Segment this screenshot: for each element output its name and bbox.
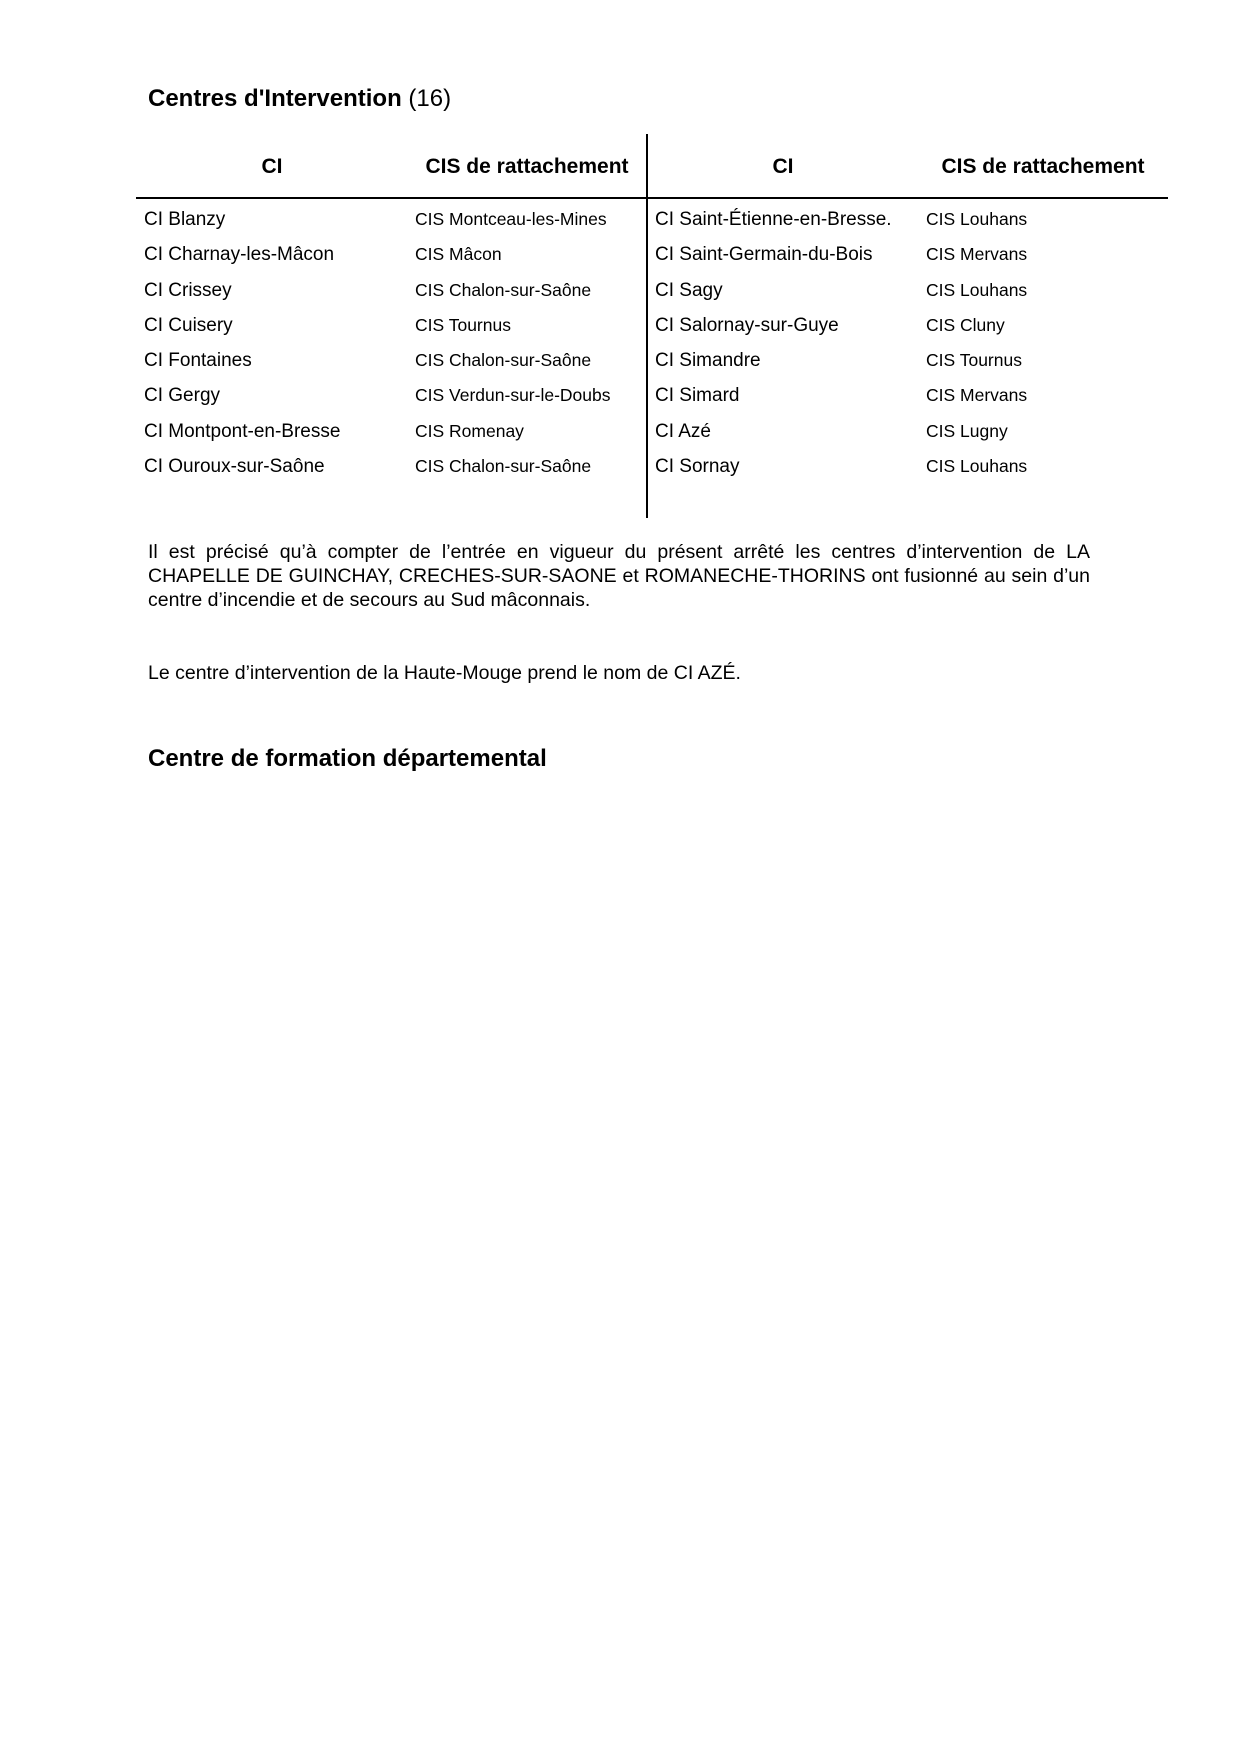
left-ci-cell: CI Charnay-les-Mâcon bbox=[144, 244, 335, 266]
right-ci-cell: CI Saint-Germain-du-Bois bbox=[655, 244, 873, 266]
right-ci-column bbox=[655, 202, 892, 484]
right-ci-cell: CI Sornay bbox=[655, 456, 740, 478]
table-center-divider bbox=[646, 134, 648, 518]
right-ci-cell: CI Salornay-sur-Guye bbox=[655, 314, 839, 336]
left-ci-cell: CI Fontaines bbox=[144, 350, 252, 372]
left-cis-cell: CIS Verdun-sur-le-Doubs bbox=[415, 385, 611, 406]
header-cis-right: CIS de rattachement bbox=[941, 155, 1145, 178]
right-cis-column bbox=[926, 202, 1027, 484]
left-cis-cell: CIS Chalon-sur-Saône bbox=[415, 279, 592, 300]
right-ci-cell: CI Saint-Étienne-en-Bresse. bbox=[655, 209, 892, 230]
left-cis-cell: CIS Chalon-sur-Saône bbox=[415, 456, 592, 477]
right-ci-cell: CI Azé bbox=[655, 420, 711, 442]
right-ci-cell: CI Sagy bbox=[655, 279, 723, 301]
centres-intervention-table bbox=[136, 134, 1168, 518]
left-cis-cell: CIS Montceau-les-Mines bbox=[415, 209, 607, 229]
fusion-paragraph: Il est précisé qu’à compter de l’entrée en vigueur du présent arrêté les centres d’intervention de LA CHAPELLE DE GUINCHAY, CRECHES-SUR-SAONE et ROMANECHE-THORINS ont fusionné au sein d’un centre d’incendie et de secours au Sud mâconnais. bbox=[148, 541, 1090, 611]
left-ci-cell: CI Blanzy bbox=[144, 209, 226, 230]
right-cis-cell: CIS Louhans bbox=[926, 209, 1028, 229]
section-title-text: Centres d'Intervention bbox=[148, 85, 402, 112]
right-cis-cell: CIS Louhans bbox=[926, 456, 1028, 477]
section-title-centre-formation: Centre de formation départemental bbox=[148, 745, 547, 772]
table-header-rule-right bbox=[648, 197, 1168, 199]
left-ci-cell: CI Ouroux-sur-Saône bbox=[144, 456, 325, 478]
header-ci-left: CI bbox=[261, 155, 283, 178]
section-title-count: (16) bbox=[408, 85, 452, 112]
right-cis-cell: CIS Cluny bbox=[926, 314, 1005, 335]
aze-paragraph: Le centre d’intervention de la Haute-Mouge prend le nom de CI AZÉ. bbox=[148, 662, 741, 684]
right-cis-cell: CIS Mervans bbox=[926, 385, 1028, 406]
left-ci-cell: CI Crissey bbox=[144, 279, 232, 301]
table-header-rule-left bbox=[136, 197, 646, 199]
section-title-centres-intervention bbox=[148, 84, 451, 114]
header-cis-left: CIS de rattachement bbox=[425, 155, 629, 178]
right-cis-cell: CIS Lugny bbox=[926, 420, 1008, 441]
header-ci-right: CI bbox=[772, 155, 794, 178]
left-ci-cell: CI Gergy bbox=[144, 385, 221, 407]
left-cis-cell: CIS Mâcon bbox=[415, 244, 502, 265]
left-cis-column bbox=[415, 202, 611, 484]
right-cis-cell: CIS Tournus bbox=[926, 350, 1022, 371]
right-cis-cell: CIS Mervans bbox=[926, 244, 1028, 265]
right-cis-cell: CIS Louhans bbox=[926, 279, 1028, 300]
right-ci-cell: CI Simard bbox=[655, 385, 740, 407]
left-cis-cell: CIS Romenay bbox=[415, 420, 524, 441]
left-ci-cell: CI Cuisery bbox=[144, 314, 233, 336]
left-cis-cell: CIS Tournus bbox=[415, 314, 511, 335]
left-ci-cell: CI Montpont-en-Bresse bbox=[144, 420, 341, 442]
left-cis-cell: CIS Chalon-sur-Saône bbox=[415, 350, 592, 371]
left-ci-column bbox=[144, 202, 340, 484]
right-ci-cell: CI Simandre bbox=[655, 350, 761, 372]
